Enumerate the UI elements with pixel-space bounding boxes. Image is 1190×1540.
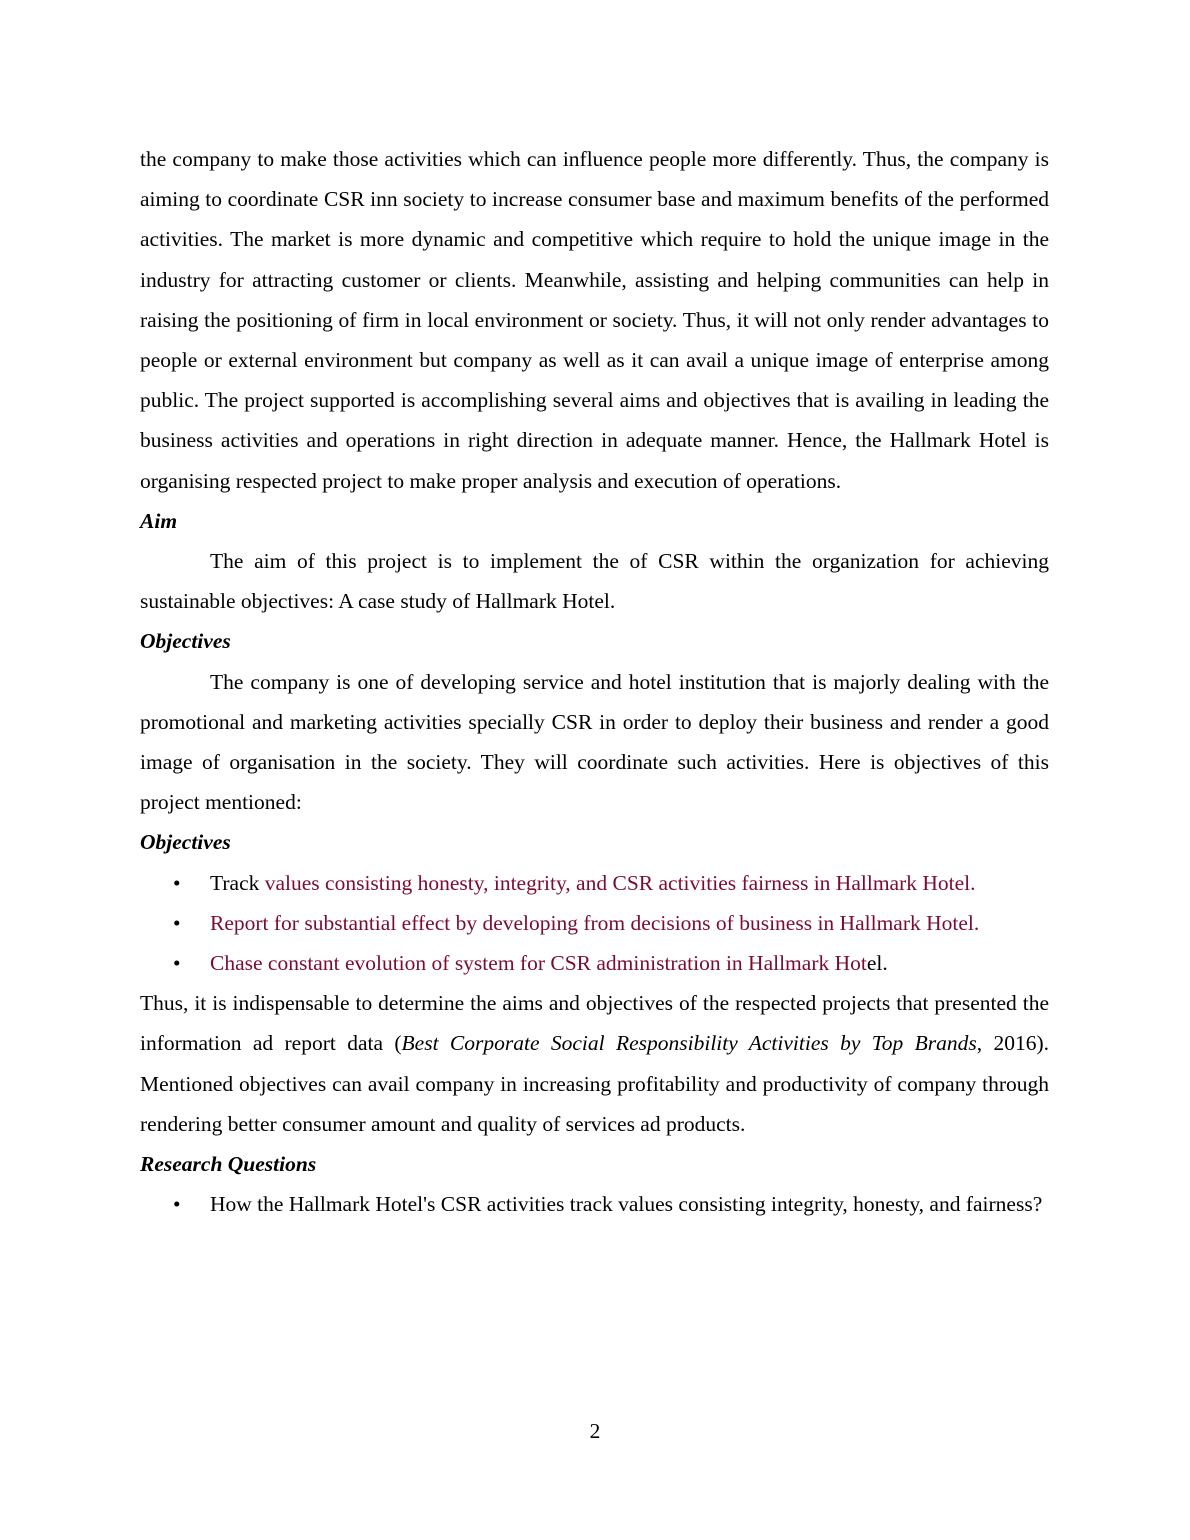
question-text: How the Hallmark Hotel's CSR activities track values consisting integrity, honesty, and fairness? (210, 1192, 1043, 1217)
research-questions-list (140, 1184, 1049, 1224)
conclusion-paragraph (140, 983, 1049, 1144)
conclusion-text: Thus, it is indispensable to determine the aims and objectives of the respected projects that presented the information ad report data ( (140, 991, 1049, 1056)
document-body (140, 139, 1049, 1224)
bullet-icon: • (173, 870, 181, 895)
item-text: Track (210, 870, 265, 895)
conclusion-text-end: , 2016). Mentioned objectives can avail company in increasing profitability and productivity of company through rendering better consumer amount and quality of services ad products. (140, 1031, 1049, 1136)
item-highlight: Report for substantial effect by developing from decisions of business in Hallmark Hotel. (210, 910, 980, 935)
objectives-paragraph: The company is one of developing service and hotel institution that is majorly dealing with the promotional and marketing activities specially CSR in order to deploy their business and render a good image of organisation in the society. They will coordinate such activities. Here is objectives of this project mentioned: (140, 669, 1049, 815)
list-item (140, 863, 1049, 903)
aim-heading: Aim (140, 508, 178, 533)
bullet-icon: • (173, 910, 181, 935)
research-questions-heading: Research Questions (140, 1152, 317, 1177)
list-item (140, 903, 1049, 943)
item-highlight: values consisting honesty, integrity, and CSR activities fairness in Hallmark Hotel. (264, 870, 976, 895)
list-item (140, 943, 1049, 983)
aim-paragraph: The aim of this project is to implement the of CSR within the organization for achieving sustainable objectives: A case study of Hallmark Hotel. (140, 549, 1049, 614)
objectives-list (140, 863, 1049, 984)
bullet-icon: • (173, 951, 181, 976)
list-item (140, 1184, 1049, 1224)
bullet-icon: • (173, 1192, 181, 1217)
intro-paragraph: the company to make those activities which can influence people more differently. Thus, the company is aiming to coordinate CSR inn society to increase consumer base and maximum benefits of the performed activities. The market is more dynamic and competitive which require to hold the unique image in the industry for attracting customer or clients. Meanwhile, assisting and helping communities can help in raising the positioning of firm in local environment or society. Thus, it will not only render advantages to people or external environment but company as well as it can avail a unique image of enterprise among public. The project supported is accomplishing several aims and objectives that is availing in leading the business activities and operations in right direction in adequate manner. Hence, the Hallmark Hotel is organising respected project to make proper analysis and execution of operations. (140, 147, 1049, 493)
objectives-list-heading: Objectives (140, 830, 231, 855)
item-text: el. (866, 951, 888, 976)
item-highlight: Chase constant evolution of system for CSR administration in Hallmark Hot (210, 951, 867, 976)
citation: Best Corporate Social Responsibility Activities by Top Brands (401, 1031, 977, 1056)
objectives-heading: Objectives (140, 629, 231, 654)
page-number: 2 (589, 1419, 601, 1443)
